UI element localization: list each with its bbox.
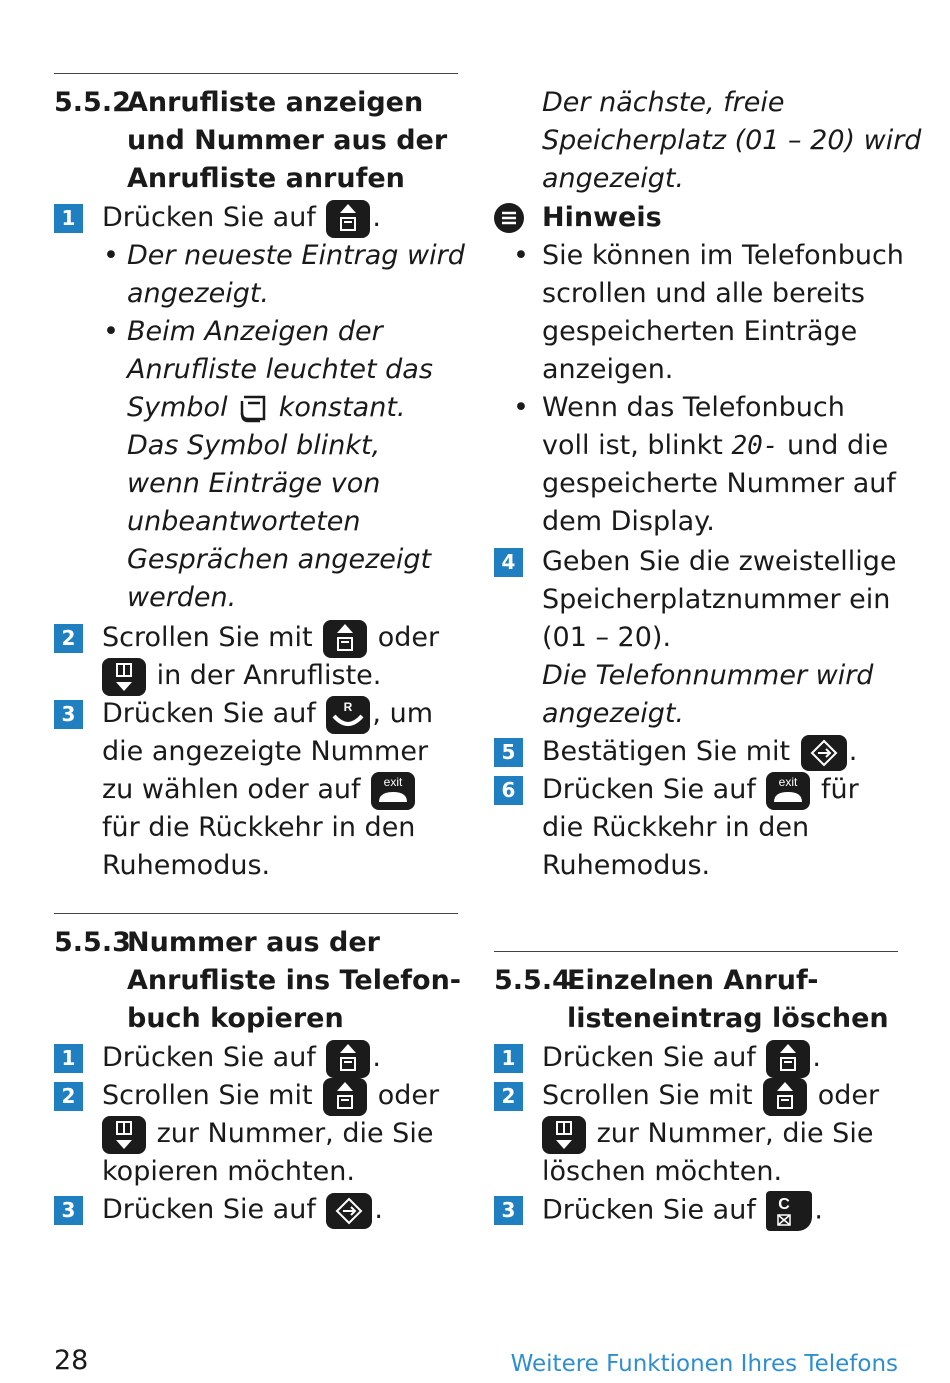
result-text: angezeigt. bbox=[542, 163, 685, 194]
step-number: 4 bbox=[494, 548, 523, 577]
up-calllog-key-icon bbox=[763, 1078, 807, 1116]
step-label: Bestätigen Sie mit bbox=[542, 736, 791, 767]
step-text bbox=[102, 771, 417, 810]
note-text: gespeicherte Nummer auf bbox=[542, 468, 896, 499]
heading-554-number: 5.5.4 bbox=[494, 965, 571, 996]
step-number: 1 bbox=[54, 1044, 83, 1073]
heading-553-line2: Anrufliste ins Telefon- bbox=[127, 965, 461, 996]
step-label: Drücken Sie auf bbox=[102, 1194, 316, 1225]
up-calllog-key-icon bbox=[323, 1078, 367, 1116]
step-label: Drücken Sie auf bbox=[542, 774, 756, 805]
display-digits: 20- bbox=[731, 431, 779, 461]
note-text: dem Display. bbox=[542, 506, 715, 537]
heading-554-line1: Einzelnen Anruf- bbox=[567, 965, 819, 996]
bullet-text: Der neueste Eintrag wird bbox=[127, 240, 465, 271]
step-label: Scrollen Sie mit bbox=[542, 1080, 753, 1111]
bullet-text bbox=[127, 389, 406, 427]
page-number: 28 bbox=[54, 1345, 89, 1376]
heading-554-line2: listeneintrag löschen bbox=[567, 1003, 889, 1034]
down-phonebook-key-icon bbox=[102, 658, 146, 696]
step-label: Drücken Sie auf bbox=[102, 202, 316, 233]
up-calllog-key-icon bbox=[326, 200, 370, 238]
step-text: die Rückkehr in den bbox=[542, 812, 810, 843]
step-text bbox=[542, 1077, 879, 1116]
step-text bbox=[542, 1115, 873, 1154]
step-label: für bbox=[821, 774, 859, 805]
ok-key-icon bbox=[801, 735, 847, 771]
step-label: oder bbox=[817, 1080, 880, 1111]
result-text: angezeigt. bbox=[542, 698, 685, 729]
step-number: 3 bbox=[54, 1196, 83, 1225]
step-label: zur Nummer, die Sie bbox=[596, 1118, 874, 1149]
step-text bbox=[542, 733, 857, 771]
ok-key-icon bbox=[326, 1193, 372, 1229]
step-text bbox=[542, 1191, 823, 1231]
bullet-text: werden. bbox=[127, 582, 237, 613]
step-text: Geben Sie die zweistellige bbox=[542, 546, 897, 577]
bullet: • bbox=[513, 240, 529, 271]
bullet: • bbox=[103, 316, 119, 347]
step-label: Drücken Sie auf bbox=[102, 1042, 316, 1073]
bullet-text: Das Symbol blinkt, bbox=[127, 430, 381, 461]
heading-552-line2: und Nummer aus der bbox=[127, 125, 448, 156]
step-number: 2 bbox=[54, 624, 83, 653]
step-text: (01 – 20). bbox=[542, 622, 672, 653]
step-label-end: . bbox=[374, 1194, 384, 1225]
note-title: Hinweis bbox=[542, 202, 662, 233]
step-text bbox=[102, 1115, 433, 1154]
bullet-word: Symbol bbox=[127, 392, 228, 423]
result-text: Speicherplatz (01 – 20) wird bbox=[542, 125, 922, 156]
bullet-text: angezeigt. bbox=[127, 278, 270, 309]
note-text: scrollen und alle bereits bbox=[542, 278, 865, 309]
svg-text:R: R bbox=[344, 699, 353, 714]
step-text bbox=[102, 199, 381, 238]
step-label-end: , um bbox=[372, 698, 434, 729]
exit-key-icon bbox=[766, 772, 810, 810]
rule-552 bbox=[54, 73, 458, 74]
note-text bbox=[542, 427, 888, 465]
up-calllog-key-icon bbox=[323, 620, 367, 658]
step-label: oder bbox=[377, 622, 440, 653]
rule-554 bbox=[494, 951, 898, 952]
result-text: Der nächste, freie bbox=[542, 87, 785, 118]
up-calllog-key-icon bbox=[766, 1040, 810, 1078]
step-label-end: . bbox=[814, 1194, 824, 1226]
step-label: zu wählen oder auf bbox=[102, 774, 361, 805]
heading-552-line3: Anrufliste anrufen bbox=[127, 163, 405, 194]
step-text: kopieren möchten. bbox=[102, 1156, 355, 1187]
step-number: 3 bbox=[494, 1196, 523, 1225]
bullet: • bbox=[103, 240, 119, 271]
step-text: die angezeigte Nummer bbox=[102, 736, 429, 767]
step-number: 2 bbox=[54, 1082, 83, 1111]
heading-553-line1: Nummer aus der bbox=[127, 927, 380, 958]
step-number: 5 bbox=[494, 738, 523, 767]
down-phonebook-key-icon bbox=[102, 1116, 146, 1154]
bullet-word: konstant. bbox=[278, 392, 406, 423]
step-label: Drücken Sie auf bbox=[102, 698, 316, 729]
step-text bbox=[102, 619, 439, 658]
note-text: Sie können im Telefonbuch bbox=[542, 240, 904, 271]
heading-552-line1: Anrufliste anzeigen bbox=[127, 87, 424, 118]
step-number: 1 bbox=[54, 204, 83, 233]
down-phonebook-key-icon bbox=[542, 1116, 586, 1154]
bullet-text: wenn Einträge von bbox=[127, 468, 381, 499]
note-text: anzeigen. bbox=[542, 354, 674, 385]
note-word: und die bbox=[787, 430, 889, 461]
clear-key-icon bbox=[766, 1191, 812, 1231]
note-text: gespeicherten Einträge bbox=[542, 316, 858, 347]
exit-key-icon bbox=[371, 772, 415, 810]
step-text: Speicherplatznummer ein bbox=[542, 584, 891, 615]
heading-552-number: 5.5.2 bbox=[54, 87, 131, 118]
step-label-end: . bbox=[372, 202, 382, 233]
up-calllog-key-icon bbox=[326, 1040, 370, 1078]
step-text: Ruhemodus. bbox=[542, 850, 711, 881]
step-label-end: . bbox=[848, 736, 858, 767]
heading-553-line3: buch kopieren bbox=[127, 1003, 344, 1034]
redial-key-icon bbox=[326, 696, 370, 734]
step-text: löschen möchten. bbox=[542, 1156, 783, 1187]
bullet-text: Anrufliste leuchtet das bbox=[127, 354, 433, 385]
step-label: Scrollen Sie mit bbox=[102, 1080, 313, 1111]
step-label-end: . bbox=[812, 1042, 822, 1073]
bullet-text: unbeantworteten bbox=[127, 506, 361, 537]
step-label: Drücken Sie auf bbox=[542, 1042, 756, 1073]
svg-text:exit: exit bbox=[383, 774, 403, 789]
calllog-symbol-icon bbox=[236, 393, 270, 425]
step-text bbox=[102, 695, 433, 734]
note-word: voll ist, blinkt bbox=[542, 430, 723, 461]
step-label: Drücken Sie auf bbox=[542, 1194, 756, 1226]
step-text bbox=[102, 1039, 381, 1078]
step-number: 3 bbox=[54, 700, 83, 729]
step-text bbox=[102, 1077, 439, 1116]
step-label: in der Anrufliste. bbox=[156, 660, 382, 691]
result-text: Die Telefonnummer wird bbox=[542, 660, 874, 691]
note-text: Wenn das Telefonbuch bbox=[542, 392, 845, 423]
step-text: Ruhemodus. bbox=[102, 850, 271, 881]
step-text: für die Rückkehr in den bbox=[102, 812, 416, 843]
bullet-text: Beim Anzeigen der bbox=[127, 316, 383, 347]
bullet: • bbox=[513, 392, 529, 423]
heading-553-number: 5.5.3 bbox=[54, 927, 131, 958]
step-text bbox=[542, 771, 859, 810]
step-label: Scrollen Sie mit bbox=[102, 622, 313, 653]
step-number: 1 bbox=[494, 1044, 523, 1073]
step-label-end: . bbox=[372, 1042, 382, 1073]
step-label: oder bbox=[377, 1080, 440, 1111]
step-text bbox=[102, 1191, 383, 1229]
step-text bbox=[102, 657, 381, 696]
svg-text:exit: exit bbox=[779, 774, 798, 789]
bullet-text: Gesprächen angezeigt bbox=[127, 544, 432, 575]
note-icon bbox=[494, 203, 524, 233]
rule-553 bbox=[54, 913, 458, 914]
step-text bbox=[542, 1039, 821, 1078]
svg-text:C: C bbox=[778, 1196, 791, 1213]
footer-section-title: Weitere Funktionen Ihres Telefons bbox=[510, 1351, 898, 1377]
step-number: 2 bbox=[494, 1082, 523, 1111]
step-number: 6 bbox=[494, 776, 523, 805]
step-label: zur Nummer, die Sie bbox=[156, 1118, 434, 1149]
